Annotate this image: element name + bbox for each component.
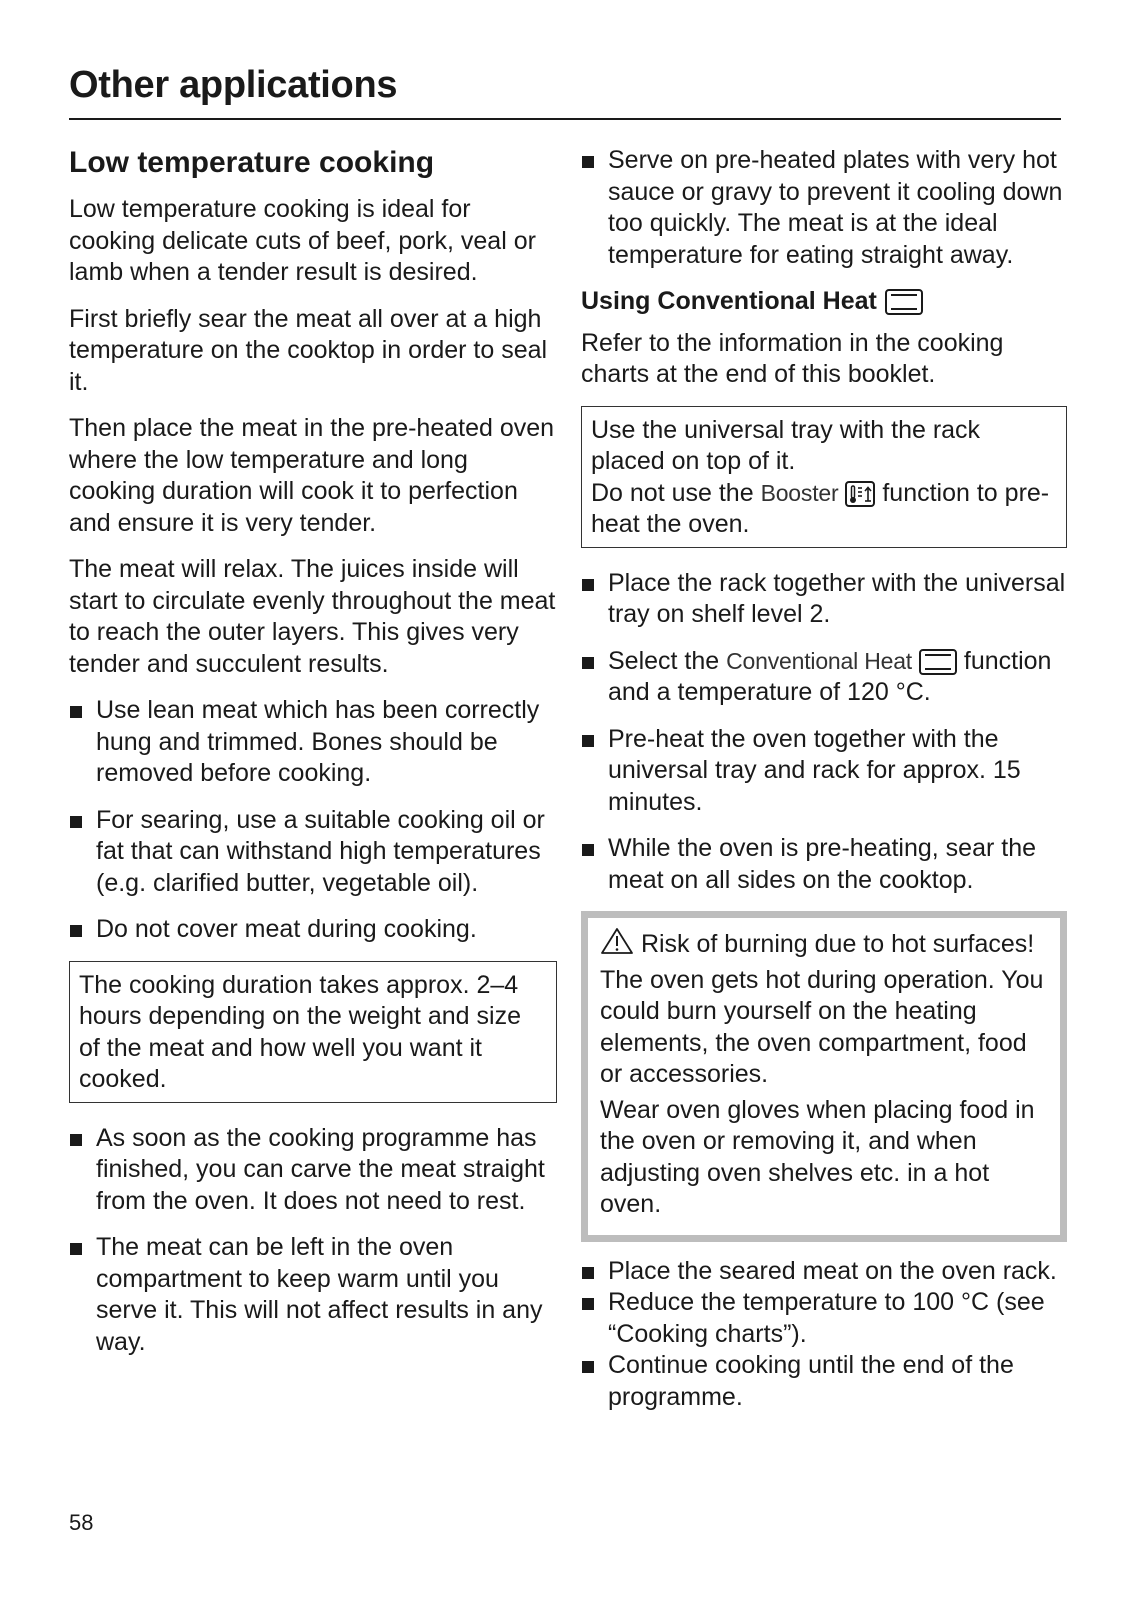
note-box: [581, 406, 1067, 548]
section-title: Low temperature cooking: [69, 146, 435, 179]
list-item-text: function and a temperature of 120 °C.: [608, 646, 1052, 706]
list-item: Reduce the temperature to 100 °C (see “Cooking charts”).: [581, 1287, 1067, 1350]
right-column: [581, 145, 1067, 1428]
bullet-list: [581, 1256, 1067, 1414]
title-divider: [69, 118, 1061, 120]
warning-title-text: Risk of burning due to hot surfaces!: [640, 930, 1035, 958]
list-item: For searing, use a suitable cooking oil or fat that can withstand high temperatures (e.g. clarified butter, vegetable oil).: [69, 805, 557, 900]
list-item: Pre-heat the oven together with the universal tray and rack for approx. 15 minutes.: [581, 724, 1067, 819]
function-name: Conventional Heat: [726, 647, 912, 674]
warning-title: [600, 927, 1050, 961]
list-item-text: Select the: [608, 646, 720, 675]
sub-title: [581, 286, 1067, 318]
conventional-heat-icon: [885, 289, 923, 315]
conventional-heat-icon: [919, 649, 957, 675]
page-title: Other applications: [69, 64, 398, 106]
note-text: function to pre-heat the oven.: [591, 478, 1050, 538]
list-item: Place the seared meat on the oven rack.: [581, 1256, 1067, 1288]
bullet-list: [581, 568, 1067, 897]
list-item: While the oven is pre-heating, sear the meat on all sides on the cooktop.: [581, 833, 1067, 896]
note-line: [591, 478, 1057, 541]
list-item: Use lean meat which has been correctly hung and trimmed. Bones should be removed before cooking.: [69, 695, 557, 790]
list-item: Continue cooking until the end of the programme.: [581, 1350, 1067, 1413]
note-text: Do not use the: [591, 478, 754, 507]
list-item: [581, 646, 1067, 709]
bullet-list: [69, 1123, 557, 1359]
intro-paragraph: The meat will relax. The juices inside will start to circulate evenly throughout the meat to reach the outer layers. This gives very tender and succulent results.: [69, 555, 556, 678]
sub-title-text: Using Conventional Heat: [581, 287, 877, 315]
bullet-list: [581, 145, 1067, 271]
list-item: The meat can be left in the oven compartment to keep warm until you serve it. This will not affect results in any way.: [69, 1232, 557, 1358]
bullet-list: [69, 695, 557, 946]
page-number: 58: [69, 1510, 94, 1535]
note-box: The cooking duration takes approx. 2–4 hours depending on the weight and size of the meat and how well you want it cooked.: [69, 961, 557, 1103]
sub-intro: Refer to the information in the cooking charts at the end of this booklet.: [581, 328, 1004, 388]
function-name: Booster: [760, 479, 839, 506]
warning-body: Wear oven gloves when placing food in the oven or removing it, and when adjusting oven shelves etc. in a hot oven.: [600, 1095, 1035, 1218]
note-line: Use the universal tray with the rack placed on top of it.: [591, 415, 981, 475]
list-item: Serve on pre-heated plates with very hot sauce or gravy to prevent it cooling down too quickly. The meat is at the ideal temperature for eating straight away.: [581, 145, 1067, 271]
warning-body: The oven gets hot during operation. You could burn yourself on the heating elements, the oven compartment, food or accessories.: [600, 965, 1044, 1088]
intro-paragraph: First briefly sear the meat all over at a high temperature on the cooktop in order to seal it.: [69, 304, 548, 396]
booster-icon: [845, 481, 875, 507]
warning-box: [581, 911, 1067, 1242]
warning-triangle-icon: [600, 927, 634, 955]
intro-paragraph: Then place the meat in the pre-heated oven where the low temperature and long cooking duration will cook it to perfection and ensure it is very tender.: [69, 414, 555, 537]
list-item: Place the rack together with the universal tray on shelf level 2.: [581, 568, 1067, 631]
intro-paragraph: Low temperature cooking is ideal for cooking delicate cuts of beef, pork, veal or lamb when a tender result is desired.: [69, 195, 536, 286]
list-item: Do not cover meat during cooking.: [69, 914, 557, 946]
left-column: [69, 145, 557, 1373]
list-item: As soon as the cooking programme has finished, you can carve the meat straight from the oven. It does not need to rest.: [69, 1123, 557, 1218]
